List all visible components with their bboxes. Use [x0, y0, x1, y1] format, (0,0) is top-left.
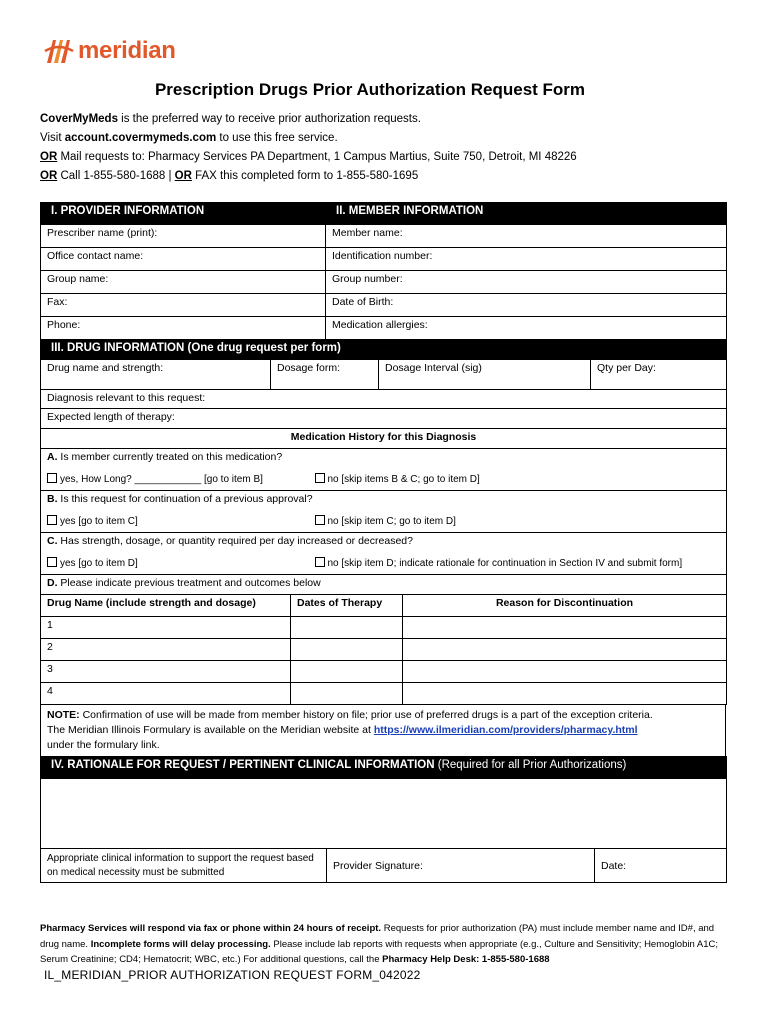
member-section-header: II. MEMBER INFORMATION: [326, 203, 727, 225]
meridian-logo: [44, 36, 176, 66]
intro-line-4: [40, 167, 577, 186]
phone-text: Call 1-855-580-1688 |: [57, 170, 175, 182]
row-number[interactable]: 4: [41, 683, 291, 705]
question-c-label: C.: [47, 535, 58, 547]
question-b-yes[interactable]: [41, 513, 309, 533]
expected-length-field[interactable]: Expected length of therapy:: [41, 409, 727, 429]
form-title: Prescription Drugs Prior Authorization Request Form: [154, 80, 586, 99]
qty-per-day-field[interactable]: Qty per Day:: [591, 360, 727, 390]
reason-cell[interactable]: [403, 661, 727, 683]
mail-address: Mail requests to: Pharmacy Services PA Department, 1 Campus Martius, Suite 750, Detroit, MI 48226: [57, 151, 577, 163]
intro-instructions: [40, 110, 577, 186]
note-text-2: The Meridian Illinois Formulary is available on the Meridian website at: [47, 724, 374, 736]
intro-line-1: [40, 110, 577, 129]
drug-name-column-header: Drug Name (include strength and dosage): [41, 595, 291, 617]
rationale-header-note: (Required for all Prior Authorizations): [434, 759, 627, 771]
fax-text: FAX this completed form to 1-855-580-1695: [191, 170, 419, 182]
intro-line-2-pre: Visit: [40, 132, 65, 144]
previous-treatment-table: [40, 594, 727, 705]
question-c-no[interactable]: [309, 555, 727, 575]
checkbox[interactable]: [315, 473, 325, 483]
provider-section-header: I. PROVIDER INFORMATION: [41, 203, 326, 225]
question-a-text: Is member currently treated on this medication?: [57, 451, 283, 463]
question-a-yes[interactable]: [41, 471, 309, 491]
dates-of-therapy-column-header: Dates of Therapy: [291, 595, 403, 617]
rationale-table: [40, 756, 727, 883]
member-name-field[interactable]: Member name:: [326, 225, 727, 248]
dates-cell[interactable]: [291, 683, 403, 705]
phone-field[interactable]: Phone:: [41, 317, 326, 340]
dates-cell[interactable]: [291, 617, 403, 639]
covermymeds-url[interactable]: account.covermymeds.com: [64, 132, 217, 144]
date-field[interactable]: Date:: [595, 849, 727, 883]
question-a-label: A.: [47, 451, 58, 463]
office-contact-field[interactable]: Office contact name:: [41, 248, 326, 271]
question-c-yes[interactable]: [41, 555, 309, 575]
medication-history-title: Medication History for this Diagnosis: [41, 429, 727, 449]
question-c-text: Has strength, dosage, or quantity required per day increased or decreased?: [57, 535, 413, 547]
rationale-input-area[interactable]: [41, 779, 727, 849]
note-text-1: Confirmation of use will be made from member history on file; prior use of preferred drugs is a part of the exception criteria.: [79, 709, 653, 721]
provider-member-table: [40, 202, 727, 340]
dosage-interval-field[interactable]: Dosage Interval (sig): [379, 360, 591, 390]
prescriber-name-field[interactable]: Prescriber name (print):: [41, 225, 326, 248]
group-name-field[interactable]: Group name:: [41, 271, 326, 294]
group-number-field[interactable]: Group number:: [326, 271, 727, 294]
question-a: [41, 449, 727, 471]
footer-text-2: Please include lab reports with requests when appropriate (e.g., Culture and Sensitivity; Hemoglobin A1C; Serum Creatinine; CD4; Hematocrit; WBC, etc.) For additional questions, call the: [40, 938, 719, 965]
intro-line-1-text: is the preferred way to receive prior authorization requests.: [117, 113, 421, 125]
checkbox[interactable]: [47, 557, 57, 567]
table-row: [41, 617, 727, 639]
checkbox[interactable]: [47, 515, 57, 525]
intro-line-3: [40, 148, 577, 167]
date-of-birth-field[interactable]: Date of Birth:: [326, 294, 727, 317]
or-label: OR: [174, 170, 192, 182]
intro-line-2-text: to use this free service.: [216, 132, 338, 144]
question-d-label: D.: [47, 577, 58, 589]
rationale-section-header: [41, 757, 727, 779]
question-d-text: Please indicate previous treatment and outcomes below: [57, 577, 321, 589]
note-label: NOTE:: [47, 709, 80, 721]
meridian-logo-icon: [44, 37, 74, 65]
or-label: OR: [40, 151, 58, 163]
reason-cell[interactable]: [403, 683, 727, 705]
reason-column-header: Reason for Discontinuation: [403, 595, 727, 617]
form-id: IL_MERIDIAN_PRIOR AUTHORIZATION REQUEST FORM_042022: [44, 968, 421, 982]
request-form: [40, 202, 726, 883]
question-a-no[interactable]: [309, 471, 727, 491]
identification-number-field[interactable]: Identification number:: [326, 248, 727, 271]
question-b: [41, 491, 727, 513]
question-b-yes-label: yes [go to item C]: [60, 515, 138, 527]
drug-information-table: [40, 339, 727, 449]
formulary-link[interactable]: https://www.ilmeridian.com/providers/pharmacy.html: [373, 724, 638, 736]
question-d: [41, 575, 727, 595]
question-a-yes-label: yes, How Long? ____________ [go to item B]: [60, 473, 263, 485]
question-c: [41, 533, 727, 555]
question-c-no-label: no [skip item D; indicate rationale for continuation in Section IV and submit form]: [327, 557, 683, 569]
intro-line-2: [40, 129, 577, 148]
fax-field[interactable]: Fax:: [41, 294, 326, 317]
or-label: OR: [40, 170, 58, 182]
dates-cell[interactable]: [291, 639, 403, 661]
checkbox[interactable]: [47, 473, 57, 483]
table-row: [41, 683, 727, 705]
rationale-header-bold: IV. RATIONALE FOR REQUEST / PERTINENT CLINICAL INFORMATION: [51, 759, 435, 771]
question-b-label: B.: [47, 493, 58, 505]
row-number[interactable]: 1: [41, 617, 291, 639]
question-b-no-label: no [skip item C; go to item D]: [327, 515, 456, 527]
checkbox[interactable]: [315, 557, 325, 567]
footer-bold-2: Incomplete forms will delay processing.: [90, 938, 271, 950]
covermymeds-label: CoverMyMeds: [40, 113, 118, 125]
question-b-no[interactable]: [309, 513, 727, 533]
medication-allergies-field[interactable]: Medication allergies:: [326, 317, 727, 340]
drug-section-header: III. DRUG INFORMATION (One drug request per form): [41, 340, 727, 360]
dosage-form-field[interactable]: Dosage form:: [271, 360, 379, 390]
reason-cell[interactable]: [403, 639, 727, 661]
pharmacy-help-desk: Pharmacy Help Desk: 1-855-580-1688: [382, 954, 550, 965]
table-row: [41, 639, 727, 661]
note-text-3: under the formulary link.: [47, 739, 160, 751]
checkbox[interactable]: [315, 515, 325, 525]
question-a-no-label: no [skip items B & C; go to item D]: [327, 473, 480, 485]
note-text: [41, 705, 726, 757]
footer-text-1: Requests for prior authorization (PA) must include member name and ID#, and drug name.: [40, 923, 715, 950]
reason-cell[interactable]: [403, 617, 727, 639]
row-number[interactable]: 3: [41, 661, 291, 683]
note-box: [40, 704, 726, 757]
table-row: [41, 661, 727, 683]
clinical-info-note: Appropriate clinical information to support the request based on medical necessity must be submitted: [41, 849, 327, 883]
footer-bold-1: Pharmacy Services will respond via fax or phone within 24 hours of receipt.: [40, 923, 382, 934]
brand-name: meridian: [78, 37, 176, 64]
drug-name-strength-field[interactable]: Drug name and strength:: [41, 360, 271, 390]
question-c-yes-label: yes [go to item D]: [60, 557, 138, 569]
provider-signature-field[interactable]: Provider Signature:: [327, 849, 595, 883]
medication-history-questions: [40, 448, 727, 595]
row-number[interactable]: 2: [41, 639, 291, 661]
question-b-text: Is this request for continuation of a previous approval?: [57, 493, 313, 505]
diagnosis-field[interactable]: Diagnosis relevant to this request:: [41, 390, 727, 409]
dates-cell[interactable]: [291, 661, 403, 683]
pharmacy-services-note: [40, 921, 730, 968]
